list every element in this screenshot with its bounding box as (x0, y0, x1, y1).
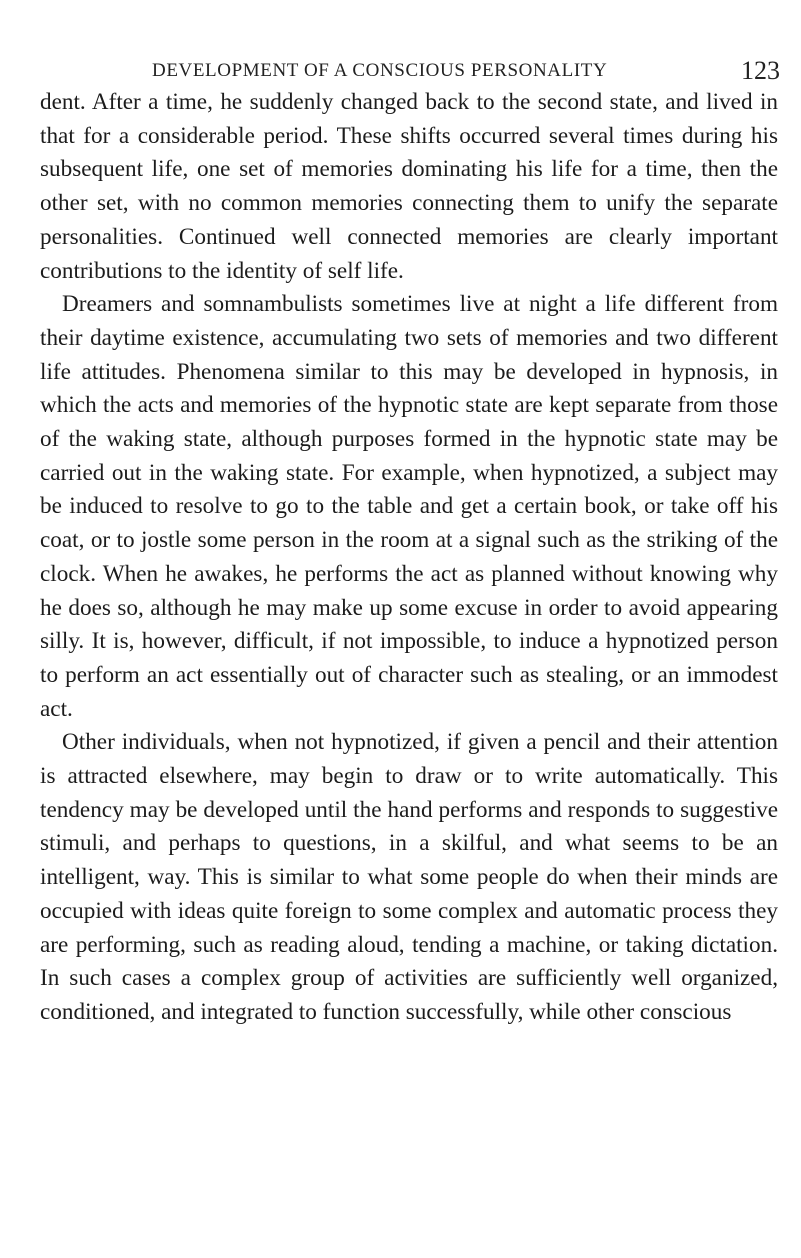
running-head (40, 56, 780, 86)
paragraph-continuation: dent. After a time, he suddenly changed back to the second state, and lived in that for a considerable period. These shifts occurred several times during his subsequent life, one set of memories dominating his life for a time, then the other set, with no common memories connecting them to unify the separate personalities. Continued well connected memories are clearly important contributions to the identity of self life. (40, 89, 778, 284)
running-title: DEVELOPMENT OF A CONSCIOUS PERSONALITY (152, 60, 608, 81)
paragraph-dreamers: Dreamers and somnambulists sometimes live at night a life different from their daytime existence, accumulating two sets of memories and two different life attitudes. Phenomena similar to this may be developed in hypnosis, in which the acts and memories of the hypnotic state are kept separate from those of the waking state, although purposes formed in the hypnotic state may be carried out in the waking state. For example, when hypnotized, a subject may be induced to resolve to go to the table and get a certain book, or take off his coat, or to jostle some person in the room at a signal such as the striking of the clock. When he awakes, he performs the act as planned without knowing why he does so, although he may make up some excuse in order to avoid appearing silly. It is, however, difficult, if not impossible, to induce a hypnotized person to perform an act essentially out of character such as stealing, or an immodest act. (40, 291, 778, 722)
paragraph-automatic-writing: Other individuals, when not hypnotized, if given a pencil and their attention is attracted elsewhere, may begin to draw or to write automatically. This tendency may be developed until the hand performs and responds to suggestive stimuli, and perhaps to questions, in a skilful, and what seems to be an intelligent, way. This is similar to what some people do when their minds are occupied with ideas quite foreign to some complex and automatic process they are performing, such as reading aloud, tending a machine, or taking dictation. In such cases a complex group of activities are sufficiently well organized, conditioned, and integrated to function successfully, while other conscious (40, 729, 778, 1025)
body-text (40, 86, 778, 1030)
page-number: 123 (741, 56, 780, 85)
